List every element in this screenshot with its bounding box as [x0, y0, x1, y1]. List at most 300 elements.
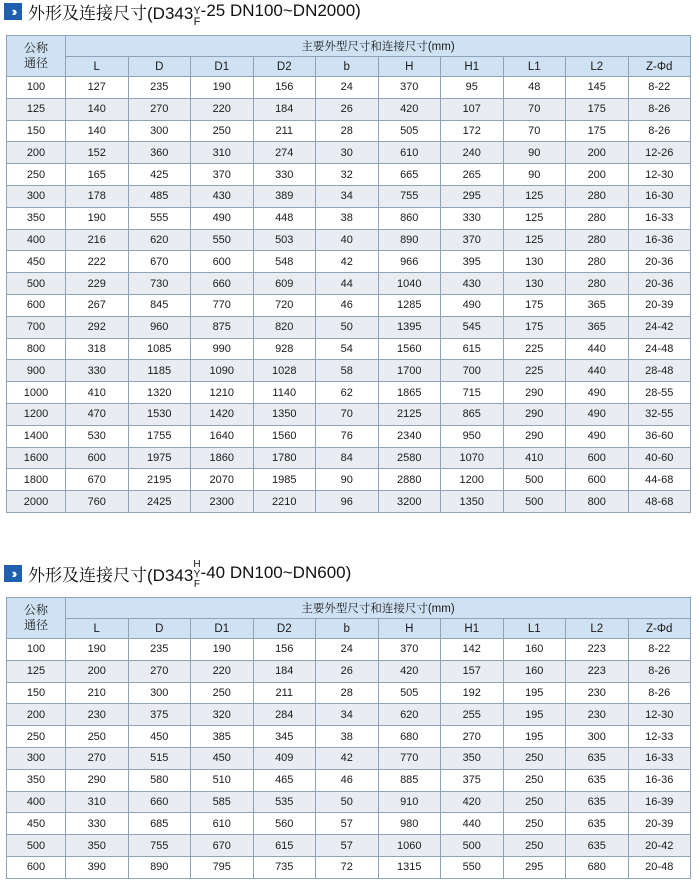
- dimension-cell: 125: [503, 185, 566, 207]
- nominal-diameter-cell: 500: [7, 273, 66, 295]
- nominal-diameter-cell: 300: [7, 747, 66, 769]
- title-stack-letter: Y: [193, 5, 201, 17]
- table-row: [7, 338, 691, 360]
- dimension-cell: 32-55: [628, 403, 691, 425]
- dimension-cell: 20-48: [628, 856, 691, 878]
- dimension-cell: 175: [503, 316, 566, 338]
- table-row: [7, 316, 691, 338]
- dimension-cell: 660: [191, 273, 254, 295]
- dimension-cell: 8-26: [628, 98, 691, 120]
- dimension-cell: 90: [503, 142, 566, 164]
- double-chevron-right-icon: ››: [4, 565, 22, 582]
- dimension-cell: 230: [66, 704, 129, 726]
- dimension-cell: 550: [441, 856, 504, 878]
- dimension-cell: 610: [378, 142, 441, 164]
- dimension-cell: 250: [503, 791, 566, 813]
- column-header: b: [316, 57, 379, 77]
- section-title-pn40: [4, 559, 352, 590]
- table-row: [7, 382, 691, 404]
- header-nominal-diameter: 公称 通径: [7, 36, 66, 77]
- table-row: [7, 769, 691, 791]
- nominal-diameter-cell: 1200: [7, 403, 66, 425]
- dimension-cell: 560: [253, 813, 316, 835]
- dimension-cell: 223: [566, 660, 629, 682]
- dimension-cell: 1285: [378, 294, 441, 316]
- dimension-cell: 490: [566, 403, 629, 425]
- nominal-diameter-cell: 200: [7, 704, 66, 726]
- dimension-cell: 310: [191, 142, 254, 164]
- dimension-cell: 1040: [378, 273, 441, 295]
- dimension-cell: 44-68: [628, 469, 691, 491]
- dimension-cell: 24: [316, 639, 379, 661]
- title-suffix: -40 DN100~DN600): [200, 563, 352, 582]
- column-header: H1: [441, 619, 504, 639]
- dimension-cell: 211: [253, 682, 316, 704]
- dimension-cell: 635: [566, 791, 629, 813]
- dimension-cell: 1200: [441, 469, 504, 491]
- section-title-pn25: [4, 0, 361, 28]
- dimension-cell: 26: [316, 660, 379, 682]
- dimension-cell: 370: [191, 164, 254, 186]
- dimension-cell: 250: [503, 769, 566, 791]
- dimension-cell: 609: [253, 273, 316, 295]
- dimension-cell: 12-30: [628, 164, 691, 186]
- dimension-cell: 389: [253, 185, 316, 207]
- dimension-cell: 38: [316, 726, 379, 748]
- dimension-cell: 8-22: [628, 639, 691, 661]
- title-stack-letter: Y: [193, 569, 201, 580]
- dimension-cell: 24: [316, 77, 379, 99]
- dimension-cell: 270: [66, 747, 129, 769]
- nominal-diameter-cell: 350: [7, 769, 66, 791]
- dimension-cell: 715: [441, 382, 504, 404]
- dimension-cell: 225: [503, 360, 566, 382]
- dimension-cell: 90: [316, 469, 379, 491]
- dimension-cell: 2210: [253, 491, 316, 513]
- column-header: H1: [441, 57, 504, 77]
- dimension-cell: 44: [316, 273, 379, 295]
- dimension-cell: 290: [503, 425, 566, 447]
- dimension-cell: 1315: [378, 856, 441, 878]
- dimension-cell: 270: [128, 660, 191, 682]
- dimension-cell: 156: [253, 639, 316, 661]
- dimension-cell: 620: [128, 229, 191, 251]
- table-row: [7, 77, 691, 99]
- dimension-cell: 1060: [378, 835, 441, 857]
- dimension-cell: 1395: [378, 316, 441, 338]
- dimension-cell: 2880: [378, 469, 441, 491]
- dimension-cell: 295: [503, 856, 566, 878]
- dimension-cell: 318: [66, 338, 129, 360]
- title-prefix: 外形及连接尺寸(D343: [28, 3, 194, 23]
- table-row: [7, 294, 691, 316]
- table-row: [7, 164, 691, 186]
- table-row: [7, 791, 691, 813]
- dimension-cell: 230: [566, 704, 629, 726]
- nominal-diameter-cell: 800: [7, 338, 66, 360]
- table-row: [7, 747, 691, 769]
- nominal-diameter-cell: 250: [7, 164, 66, 186]
- dimension-cell: 1865: [378, 382, 441, 404]
- dimension-cell: 76: [316, 425, 379, 447]
- dimension-cell: 292: [66, 316, 129, 338]
- dimension-cell: 130: [503, 251, 566, 273]
- dimension-cell: 320: [191, 704, 254, 726]
- dimension-cell: 490: [441, 294, 504, 316]
- dimension-cell: 230: [566, 682, 629, 704]
- dimension-cell: 390: [66, 856, 129, 878]
- dimension-cell: 2425: [128, 491, 191, 513]
- table-row: [7, 682, 691, 704]
- dimension-cell: 16-33: [628, 207, 691, 229]
- dimension-cell: 1070: [441, 447, 504, 469]
- nominal-diameter-cell: 600: [7, 856, 66, 878]
- column-header: D1: [191, 619, 254, 639]
- dimension-cell: 665: [378, 164, 441, 186]
- dimension-cell: 1530: [128, 403, 191, 425]
- dimension-cell: 40: [316, 229, 379, 251]
- dimension-cell: 1755: [128, 425, 191, 447]
- column-header: D2: [253, 57, 316, 77]
- dimension-cell: 8-26: [628, 660, 691, 682]
- column-header: D: [128, 57, 191, 77]
- dimension-cell: 8-26: [628, 682, 691, 704]
- dimension-cell: 385: [191, 726, 254, 748]
- dimension-cell: 1700: [378, 360, 441, 382]
- dimension-cell: 485: [128, 185, 191, 207]
- table-row: [7, 403, 691, 425]
- dimension-cell: 770: [378, 747, 441, 769]
- dimension-cell: 2070: [191, 469, 254, 491]
- nominal-diameter-cell: 900: [7, 360, 66, 382]
- dimension-cell: 375: [441, 769, 504, 791]
- column-header: D2: [253, 619, 316, 639]
- dimension-cell: 510: [191, 769, 254, 791]
- dimension-cell: 211: [253, 120, 316, 142]
- table-row: [7, 229, 691, 251]
- nominal-diameter-cell: 400: [7, 229, 66, 251]
- dimension-cell: 670: [191, 835, 254, 857]
- dimension-cell: 142: [441, 639, 504, 661]
- dimension-cell: 860: [378, 207, 441, 229]
- dimension-cell: 350: [441, 747, 504, 769]
- dimensions-table-pn40: [6, 597, 691, 879]
- dimension-cell: 330: [441, 207, 504, 229]
- dimension-cell: 24-42: [628, 316, 691, 338]
- column-header: H: [378, 619, 441, 639]
- dimension-cell: 184: [253, 98, 316, 120]
- header-main-dimensions: 主要外型尺寸和连接尺寸(mm): [66, 36, 691, 57]
- dimension-cell: 200: [566, 164, 629, 186]
- dimension-cell: 845: [128, 294, 191, 316]
- dimension-cell: 46: [316, 769, 379, 791]
- dimension-cell: 46: [316, 294, 379, 316]
- dimension-cell: 175: [566, 120, 629, 142]
- table-row: [7, 273, 691, 295]
- dimension-cell: 490: [566, 425, 629, 447]
- dimension-cell: 216: [66, 229, 129, 251]
- dimension-cell: 195: [503, 704, 566, 726]
- dimension-cell: 600: [191, 251, 254, 273]
- dimension-cell: 555: [128, 207, 191, 229]
- dimension-cell: 127: [66, 77, 129, 99]
- dimension-cell: 62: [316, 382, 379, 404]
- dimension-cell: 12-30: [628, 704, 691, 726]
- dimension-cell: 425: [128, 164, 191, 186]
- dimension-cell: 420: [441, 791, 504, 813]
- dimension-cell: 20-39: [628, 294, 691, 316]
- dimension-cell: 184: [253, 660, 316, 682]
- table-row: [7, 207, 691, 229]
- dimension-cell: 125: [503, 229, 566, 251]
- dimension-cell: 195: [503, 682, 566, 704]
- dimension-cell: 1975: [128, 447, 191, 469]
- dimension-cell: 735: [253, 856, 316, 878]
- dimension-cell: 1350: [253, 403, 316, 425]
- dimension-cell: 760: [66, 491, 129, 513]
- dimension-cell: 890: [378, 229, 441, 251]
- dimension-cell: 720: [253, 294, 316, 316]
- dimension-cell: 50: [316, 316, 379, 338]
- dimension-cell: 1560: [378, 338, 441, 360]
- dimension-cell: 48: [503, 77, 566, 99]
- dimension-cell: 34: [316, 704, 379, 726]
- nominal-diameter-cell: 125: [7, 660, 66, 682]
- dimension-cell: 250: [66, 726, 129, 748]
- nominal-diameter-cell: 1400: [7, 425, 66, 447]
- table-row: [7, 856, 691, 878]
- table-row: [7, 835, 691, 857]
- table-row: [7, 360, 691, 382]
- dimension-cell: 20-36: [628, 273, 691, 295]
- dimension-cell: 280: [566, 273, 629, 295]
- nominal-diameter-cell: 1600: [7, 447, 66, 469]
- dimension-cell: 220: [191, 98, 254, 120]
- nominal-diameter-cell: 250: [7, 726, 66, 748]
- dimension-cell: 274: [253, 142, 316, 164]
- title-suffix: -25 DN100~DN2000): [200, 1, 361, 20]
- nominal-diameter-cell: 200: [7, 142, 66, 164]
- dimension-cell: 450: [128, 726, 191, 748]
- dimension-cell: 16-36: [628, 229, 691, 251]
- dimension-cell: 635: [566, 835, 629, 857]
- dimension-cell: 290: [503, 403, 566, 425]
- dimension-cell: 152: [66, 142, 129, 164]
- dimension-cell: 24-48: [628, 338, 691, 360]
- title-prefix: 外形及连接尺寸(D343: [28, 565, 194, 585]
- dimension-cell: 58: [316, 360, 379, 382]
- dimension-cell: 795: [191, 856, 254, 878]
- dimension-cell: 57: [316, 835, 379, 857]
- dimension-cell: 267: [66, 294, 129, 316]
- column-header: H: [378, 57, 441, 77]
- dimension-cell: 545: [441, 316, 504, 338]
- header-main-dimensions: 主要外型尺寸和连接尺寸(mm): [66, 598, 691, 619]
- dimension-cell: 330: [253, 164, 316, 186]
- dimension-cell: 885: [378, 769, 441, 791]
- dimension-cell: 96: [316, 491, 379, 513]
- dimension-cell: 235: [128, 639, 191, 661]
- dimension-cell: 229: [66, 273, 129, 295]
- dimension-cell: 20-42: [628, 835, 691, 857]
- dimension-cell: 160: [503, 660, 566, 682]
- table-row: [7, 142, 691, 164]
- dimension-cell: 410: [503, 447, 566, 469]
- dimension-cell: 620: [378, 704, 441, 726]
- dimension-cell: 280: [566, 229, 629, 251]
- dimension-cell: 172: [441, 120, 504, 142]
- dimension-cell: 250: [503, 747, 566, 769]
- dimension-cell: 755: [378, 185, 441, 207]
- dimension-cell: 140: [66, 120, 129, 142]
- dimension-cell: 145: [566, 77, 629, 99]
- dimension-cell: 84: [316, 447, 379, 469]
- nominal-diameter-cell: 700: [7, 316, 66, 338]
- dimension-cell: 365: [566, 294, 629, 316]
- dimension-cell: 95: [441, 77, 504, 99]
- dimension-cell: 2195: [128, 469, 191, 491]
- dimension-cell: 635: [566, 747, 629, 769]
- dimension-cell: 330: [66, 360, 129, 382]
- dimension-cell: 770: [191, 294, 254, 316]
- dimension-cell: 195: [503, 726, 566, 748]
- dimension-cell: 300: [566, 726, 629, 748]
- table-row: [7, 447, 691, 469]
- dimension-cell: 28-55: [628, 382, 691, 404]
- dimension-cell: 42: [316, 747, 379, 769]
- dimension-cell: 370: [441, 229, 504, 251]
- dimension-cell: 70: [503, 98, 566, 120]
- dimension-cell: 370: [378, 639, 441, 661]
- dimension-cell: 465: [253, 769, 316, 791]
- nominal-diameter-cell: 300: [7, 185, 66, 207]
- dimension-cell: 1350: [441, 491, 504, 513]
- dimension-cell: 20-39: [628, 813, 691, 835]
- dimension-cell: 503: [253, 229, 316, 251]
- dimension-cell: 250: [503, 835, 566, 857]
- dimension-cell: 125: [503, 207, 566, 229]
- dimension-cell: 156: [253, 77, 316, 99]
- nominal-diameter-cell: 450: [7, 813, 66, 835]
- dimension-cell: 284: [253, 704, 316, 726]
- table-row: [7, 704, 691, 726]
- dimension-cell: 36-60: [628, 425, 691, 447]
- dimension-cell: 1210: [191, 382, 254, 404]
- column-header: Z-Φd: [628, 57, 691, 77]
- table-row: [7, 813, 691, 835]
- dimension-cell: 12-33: [628, 726, 691, 748]
- dimension-cell: 250: [191, 120, 254, 142]
- dimension-cell: 680: [566, 856, 629, 878]
- dimension-cell: 250: [191, 682, 254, 704]
- dimension-cell: 670: [128, 251, 191, 273]
- dimension-cell: 755: [128, 835, 191, 857]
- column-header: b: [316, 619, 379, 639]
- dimension-cell: 28: [316, 120, 379, 142]
- dimension-cell: 175: [503, 294, 566, 316]
- dimension-cell: 600: [566, 447, 629, 469]
- dimension-cell: 270: [441, 726, 504, 748]
- title-model-stack: [193, 560, 200, 590]
- dimension-cell: 72: [316, 856, 379, 878]
- dimension-cell: 600: [566, 469, 629, 491]
- nominal-diameter-cell: 1000: [7, 382, 66, 404]
- dimension-cell: 16-30: [628, 185, 691, 207]
- column-header: L2: [566, 57, 629, 77]
- dimension-cell: 90: [503, 164, 566, 186]
- dimension-cell: 280: [566, 251, 629, 273]
- dimension-cell: 515: [128, 747, 191, 769]
- double-chevron-right-icon: ››: [4, 3, 22, 20]
- dimension-cell: 500: [503, 469, 566, 491]
- dimension-cell: 70: [316, 403, 379, 425]
- dimension-cell: 440: [441, 813, 504, 835]
- dimension-cell: 450: [191, 747, 254, 769]
- dimension-cell: 585: [191, 791, 254, 813]
- dimension-cell: 200: [66, 660, 129, 682]
- title-stack-letter: H: [193, 559, 201, 570]
- table-row: [7, 251, 691, 273]
- nominal-diameter-cell: 150: [7, 120, 66, 142]
- dimension-cell: 250: [503, 813, 566, 835]
- nominal-diameter-cell: 150: [7, 682, 66, 704]
- nominal-diameter-cell: 600: [7, 294, 66, 316]
- dimension-cell: 50: [316, 791, 379, 813]
- dimension-cell: 32: [316, 164, 379, 186]
- dimension-cell: 30: [316, 142, 379, 164]
- dimension-cell: 54: [316, 338, 379, 360]
- dimension-cell: 255: [441, 704, 504, 726]
- dimension-cell: 70: [503, 120, 566, 142]
- dimension-cell: 1985: [253, 469, 316, 491]
- dimension-cell: 865: [441, 403, 504, 425]
- dimension-cell: 265: [441, 164, 504, 186]
- dimension-cell: 820: [253, 316, 316, 338]
- dimension-cell: 223: [566, 639, 629, 661]
- dimension-cell: 190: [66, 639, 129, 661]
- dimension-cell: 28: [316, 682, 379, 704]
- dimension-cell: 310: [66, 791, 129, 813]
- dimension-cell: 222: [66, 251, 129, 273]
- dimension-cell: 530: [66, 425, 129, 447]
- dimension-cell: 1420: [191, 403, 254, 425]
- nominal-diameter-cell: 100: [7, 639, 66, 661]
- dimension-cell: 730: [128, 273, 191, 295]
- column-header: L2: [566, 619, 629, 639]
- dimension-cell: 220: [191, 660, 254, 682]
- table-row: [7, 726, 691, 748]
- dimension-cell: 2340: [378, 425, 441, 447]
- dimension-cell: 240: [441, 142, 504, 164]
- dimension-cell: 685: [128, 813, 191, 835]
- title-model-stack: [193, 6, 200, 28]
- dimension-cell: 375: [128, 704, 191, 726]
- dimension-cell: 48-68: [628, 491, 691, 513]
- table-row: [7, 425, 691, 447]
- dimension-cell: 20-36: [628, 251, 691, 273]
- dimension-cell: 600: [66, 447, 129, 469]
- dimension-cell: 350: [66, 835, 129, 857]
- dimension-cell: 190: [191, 77, 254, 99]
- nominal-diameter-cell: 2000: [7, 491, 66, 513]
- dimension-cell: 615: [253, 835, 316, 857]
- dimension-cell: 550: [191, 229, 254, 251]
- dimension-cell: 890: [128, 856, 191, 878]
- dimension-cell: 500: [503, 491, 566, 513]
- dimension-cell: 440: [566, 360, 629, 382]
- column-header: L: [66, 619, 129, 639]
- dimension-cell: 192: [441, 682, 504, 704]
